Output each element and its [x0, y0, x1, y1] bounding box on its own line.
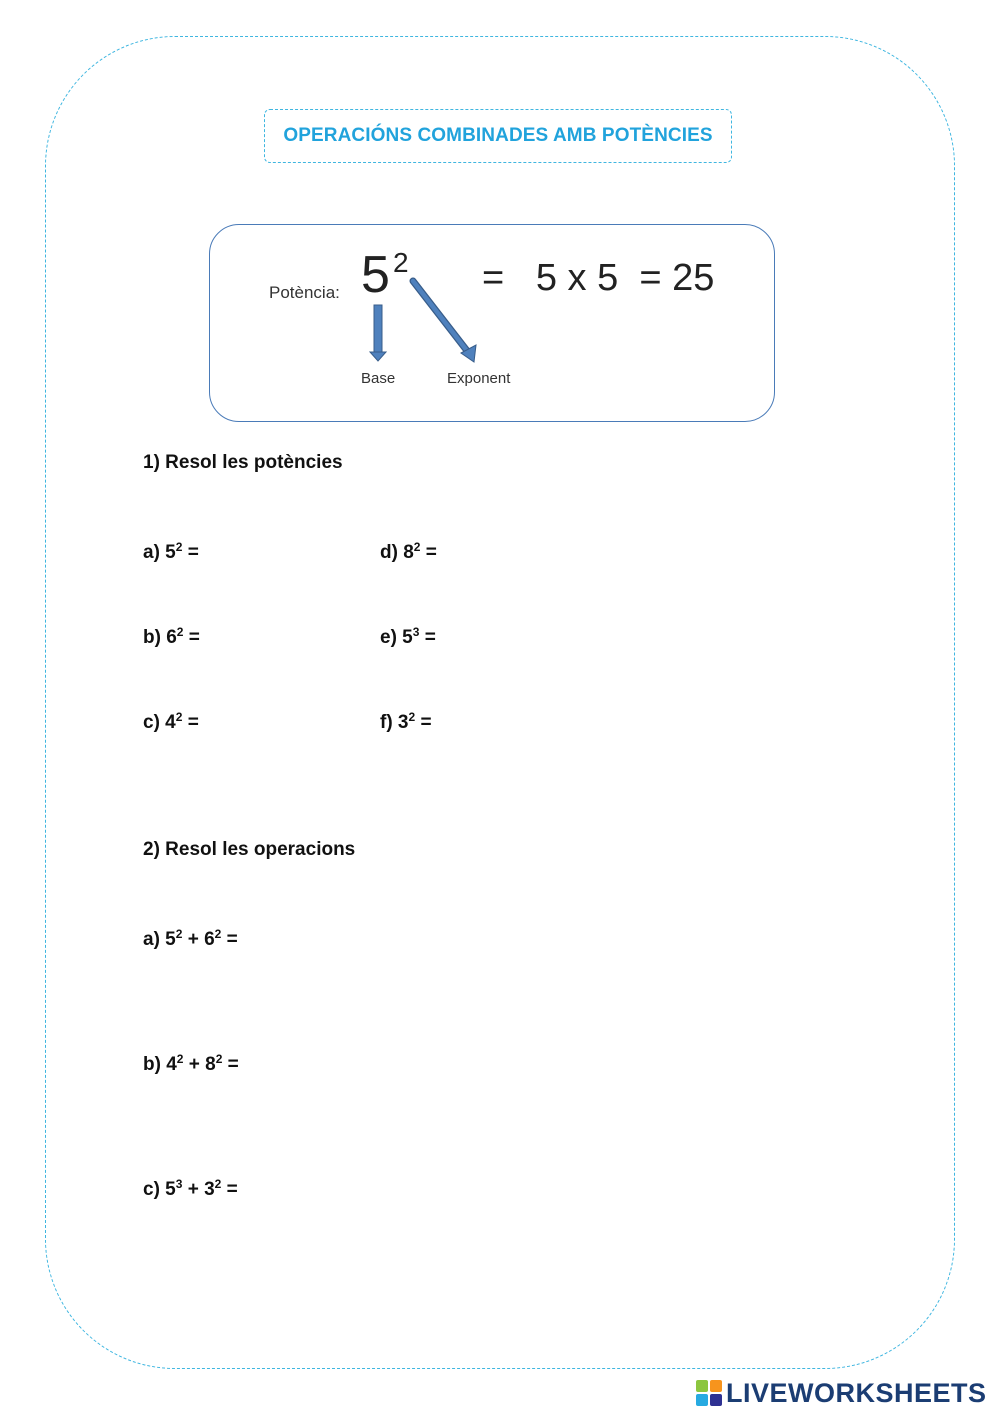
logo-squares-icon	[696, 1380, 722, 1406]
exercise-1c: c) $4^2$ =	[143, 710, 199, 733]
exercise-2c: c) $5^3 + 3^2$ =	[143, 1177, 238, 1200]
exercise-2b: b) $4^2 + 8^2$ =	[143, 1052, 239, 1075]
liveworksheets-logo	[696, 1378, 987, 1408]
power-label: Potència:	[269, 283, 340, 302]
exercise-1e: e) $5^3$ =	[380, 625, 436, 648]
question-2-heading: 2) Resol les operacions	[143, 839, 356, 860]
exponent-arrow-icon	[413, 281, 476, 362]
title-box	[264, 109, 732, 163]
power-example-box	[209, 224, 775, 422]
brand-name: LIVEWORKSHEETS	[726, 1377, 987, 1408]
exercise-1a: a) $5^2$ =	[143, 540, 199, 563]
exercise-2a: a) $5^2 + 6^2$ =	[143, 927, 238, 950]
page-title: OPERACIÓNS COMBINADES AMB POTÈNCIES	[283, 125, 713, 146]
exercise-1d: d) $8^2$ =	[380, 540, 437, 563]
base-arrow-icon	[370, 305, 386, 361]
arrows-diagram	[210, 225, 776, 423]
base-label: Base	[361, 370, 396, 387]
example-exponent: 2	[393, 247, 409, 278]
exponent-label: Exponent	[447, 370, 511, 387]
exercise-1f: f) $3^2$ =	[380, 710, 432, 733]
example-equation: = 5 x 5 = 25	[482, 257, 715, 299]
exercise-1b: b) $6^2$ =	[143, 625, 200, 648]
question-1-heading: 1) Resol les potències	[143, 452, 343, 473]
example-base: 5	[361, 246, 390, 304]
